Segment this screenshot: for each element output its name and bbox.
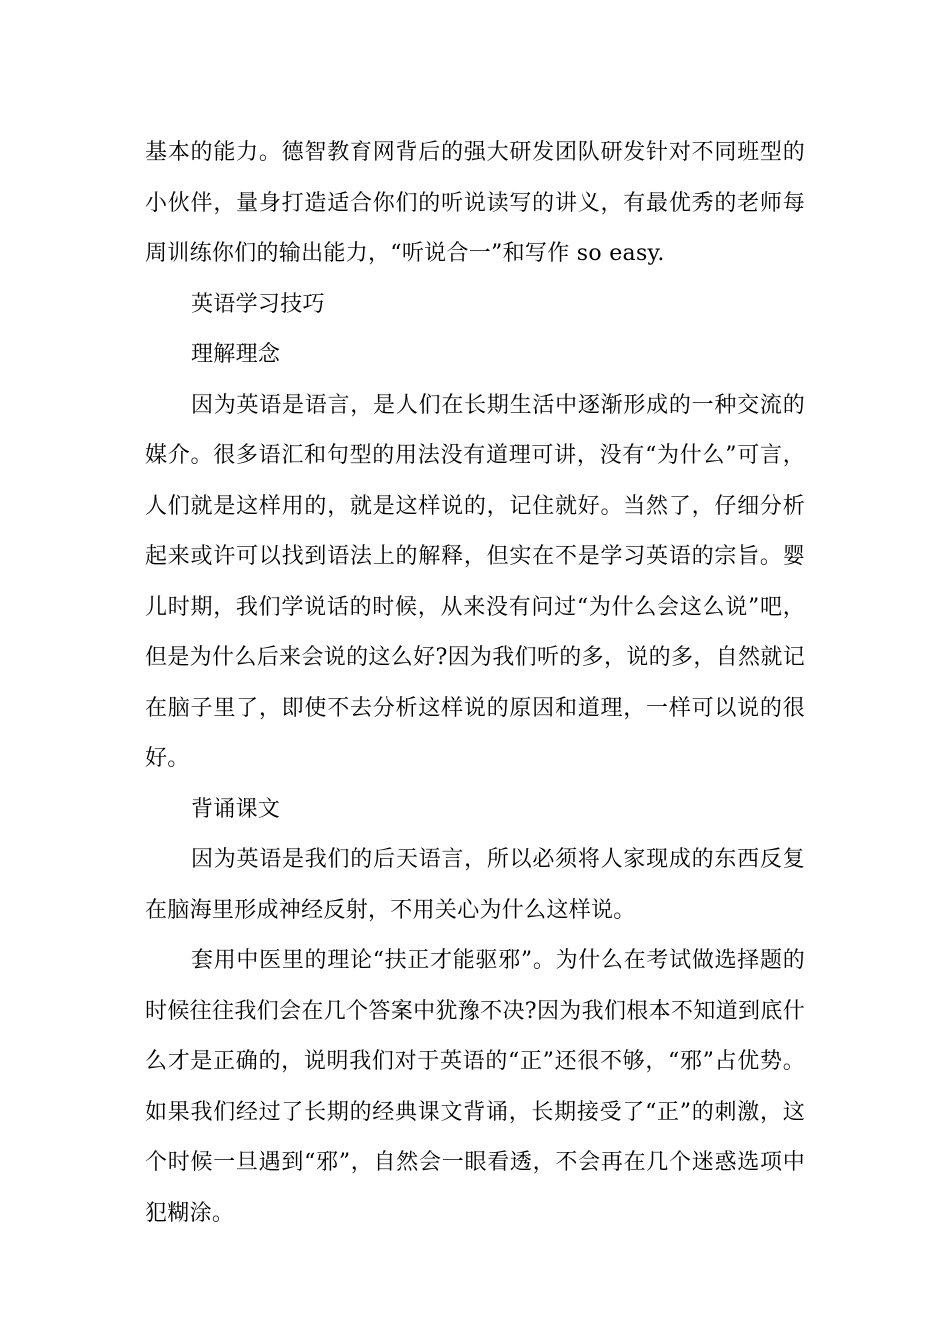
paragraph-continuation: 基本的能力。德智教育网背后的强大研发团队研发针对不同班型的小伙伴，量身打造适合你们的听说读写的讲义，有最优秀的老师每周训练你们的输出能力，“听说合一”和写作 so easy. [145, 140, 805, 266]
document-page [145, 128, 805, 1239]
heading-recite-texts: 背诵课文 [191, 796, 281, 822]
paragraph-medical-theory: 套用中医里的理论“扶正才能驱邪”。为什么在考试做选择题的时候往往我们会在几个答案中犹豫不决?因为我们根本不知道到底什么才是正确的，说明我们对于英语的“正”还很不够，“邪”占优势。如果我们经过了长期的经典课文背诵，长期接受了“正”的刺激，这个时候一旦遇到“邪”，自然会一眼看透，不会再在几个迷惑选项中犯糊涂。 [145, 948, 805, 1226]
heading-english-learning-tips: 英语学习技巧 [191, 291, 325, 317]
paragraph-recite-texts: 因为英语是我们的后天语言，所以必须将人家现成的东西反复在脑海里形成神经反射，不用关心为什么这样说。 [145, 847, 805, 923]
paragraph-understand-concept: 因为英语是语言，是人们在长期生活中逐渐形成的一种交流的媒介。很多语汇和句型的用法没有道理可讲，没有“为什么”可言，人们就是这样用的，就是这样说的，记住就好。当然了，仔细分析起来或许可以找到语法上的解释，但实在不是学习英语的宗旨。婴儿时期，我们学说话的时候，从来没有问过“为什么会这么说”吧，但是为什么后来会说的这么好?因为我们听的多，说的多，自然就记在脑子里了，即使不去分析这样说的原因和道理，一样可以说的很好。 [145, 392, 805, 771]
heading-understand-concept: 理解理念 [191, 342, 281, 367]
